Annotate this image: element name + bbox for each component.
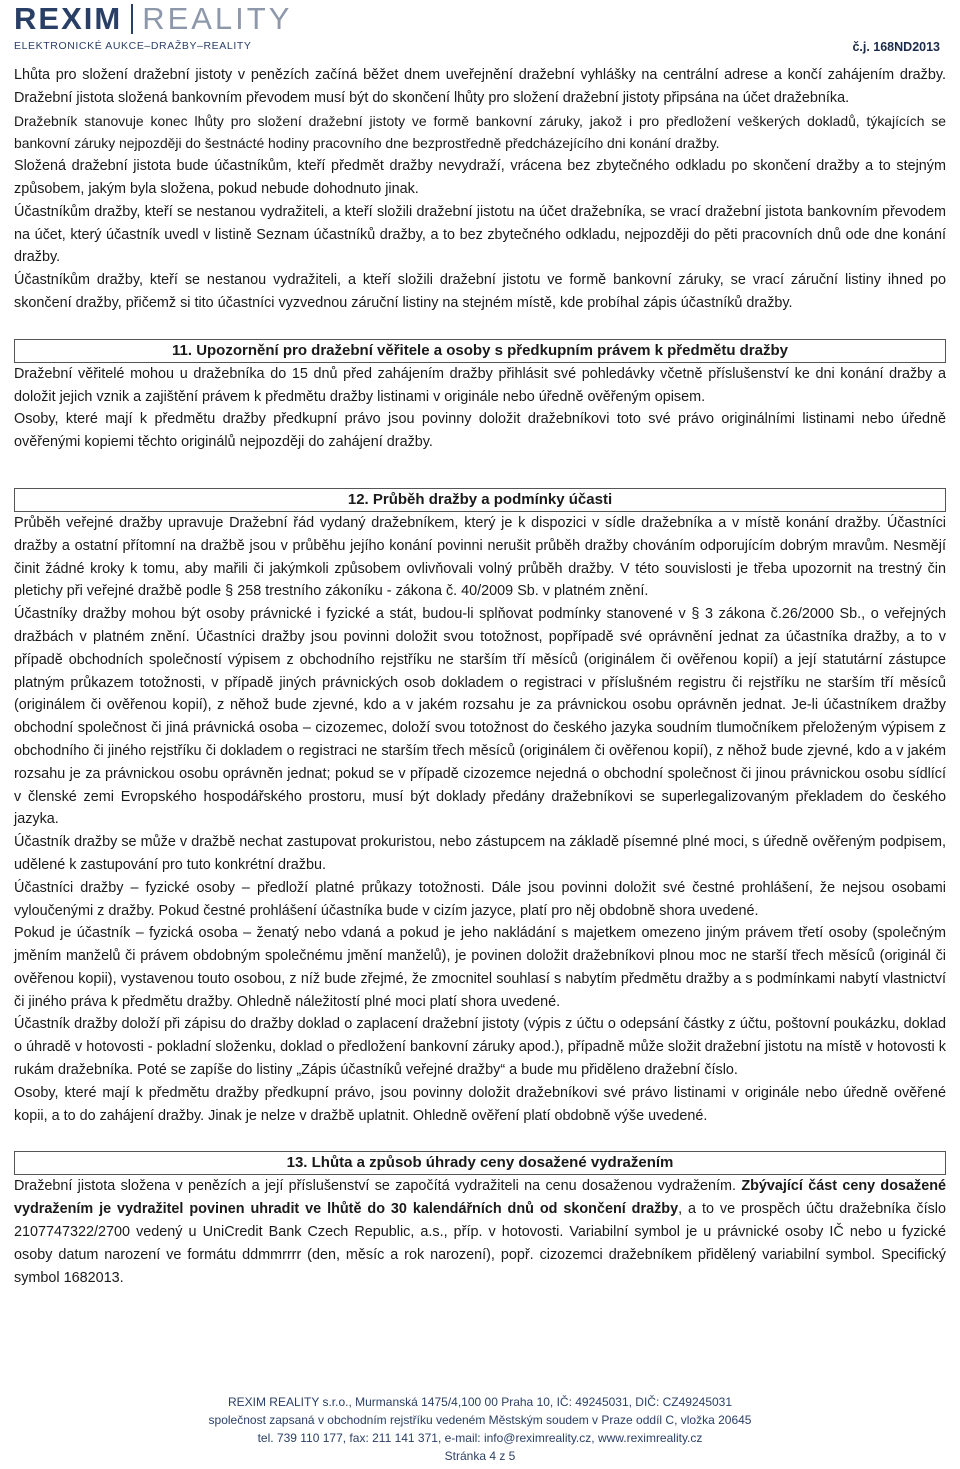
section-13-paragraph xyxy=(14,1175,946,1289)
section-11-paragraph: Dražební věřitelé mohou u dražebníka do 15 dnů před zahájením dražby přihlásit své pohledávky včetně příslušenství ke dni konání dražby a doložit jejich vznik a zajištění právem k předmětu dražby listinami v originále nebo úředně ověřeným opisem. xyxy=(14,365,946,405)
logo-word-reality: REALITY xyxy=(142,1,293,36)
section-13-bold-text: Zbývající část ceny dosažené vydražením je vydražitel povinen uhradit ve lhůtě do 30 kalendářních dnů od skončení dražby xyxy=(14,1178,946,1218)
page-header xyxy=(14,2,950,58)
reference-number: č.j. 168ND2013 xyxy=(852,40,940,54)
section-12-heading: 12. Průběh dražby a podmínky účasti xyxy=(14,488,946,512)
section-12-paragraph: Účastníci dražby – fyzické osoby – předloží platné průkazy totožnosti. Dále jsou povinni doložit své čestné prohlášení, že nejsou osobami vyloučenými z dražby. Pokud čestné prohlášení účastníka bude v cizím jazyce, platí pro něj obdobně shora uvedené. xyxy=(14,879,946,919)
logo-divider xyxy=(131,4,133,34)
company-logo xyxy=(14,2,292,36)
section-13-text-start: Dražební jistota složena v penězích a její příslušenství se započítá vydražiteli na cenu dosaženou vydražením. xyxy=(14,1178,742,1195)
intro-paragraph: Účastníkům dražby, kteří se nestanou vydražiteli, a kteří složili dražební jistotu na účet dražebníka, se vrací dražební jistota bankovním převodem na účet, který účastník uvedl v listině Seznam účastníků dražby, a to bez zbytečného odkladu, nejpozději do pěti pracovních dnů ode dne konání dražby. xyxy=(14,203,946,266)
intro-paragraph: Dražebník stanovuje konec lhůty pro složení dražební jistoty ve formě bankovní záruky, jakož i pro předložení veškerých dokladů, týkajících se bankovní záruky nejpozději do šestnácté hodiny pracovního dne bezprostředně předcházejícího dni konání dražby. xyxy=(14,112,946,152)
section-12-paragraph: Pokud je účastník – fyzická osoba – ženatý nebo vdaná a pokud je jeho nakládání s majetkem omezeno jiným právem třetí osoby (společným jměním manželů či právem obdobným společnému jmění manželů), je povinen doložit dražebníkovi plnou moc ne starší třech měsíců (originál či ověřenou kopii), vystavenou touto osobou, z níž bude zřejmé, že zmocnitel souhlasí s nabytím předmětu dražby a s podmínkami nabytí vlastnictví či jiného práva k předmětu dražby. Ohledně náležitostí plné moci platí shora uvedené. xyxy=(14,925,946,1010)
section-12-paragraph: Průběh veřejné dražby upravuje Dražební řád vydaný dražebníkem, který je k dispozici v sídle dražebníka a v místě konání dražby. Účastníci dražby a ostatní přítomní na dražbě jsou v průběhu jejího konání povinni nerušit průběh dražby chováním odporujícím dobrým mravům. Nesmějí činit žádné kroky k tomu, aby mařili či jakýmkoli způsobem ovlivňovali volný průběh dražby. V této souvislosti je třeba upozornit na trestný čin pletichy při veřejné dražbě podle § 258 trestního zákoníku - zákona č. 40/2009 Sb. v platném znění. xyxy=(14,514,946,600)
footer-contact-line: tel. 739 110 177, fax: 211 141 371, e-mail: info@reximreality.cz, www.reximreality.cz xyxy=(257,1431,703,1445)
document-body xyxy=(14,64,946,1289)
section-12-paragraph: Účastníky dražby mohou být osoby právnické i fyzické a stát, budou-li splňovat podmínky stanovené v § 3 zákona č.26/2000 Sb., o veřejných dražbách v platném znění. Účastníci dražby jsou povinni doložit svou totožnost, popřípadě své oprávnění jednat za účastníka dražby, a to v případě obchodních společností výpisem z obchodního rejstříku ne starším tří měsíců (originálem či ověřenou kopií) a její statutární zástupce platným průkazem totožnosti, v případě jiných právnických osob dokladem o registraci v příslušném registru či rejstříku ne starším tří měsíců (originálem či ověřenou kopií), z něhož bude zjevné, kdo a v jakém rozsahu je za právnickou osobu oprávněn jednat. Je-li účastníkem dražby obchodní společnost či jiná právnická osoba – cizozemec, doloží svou totožnost do českého jazyka soudním tlumočníkem přeloženým výpisem z obchodního či jiného rejstříku či dokladem o registraci ne starším třech měsíců (originálem či ověřenou kopií), z něhož bude zjevné, kdo a v jakém rozsahu je za právnickou osobu oprávněn jednat; pokud se v případě cizozemce nejedná o obchodní společnost či jinou právnickou osobu sídlící v členské zemi Evropského hospodářského prostoru, musí být doklady předány dražebníkovi se superlegalizovaným překladem do českého jazyka. xyxy=(14,606,946,828)
page-footer xyxy=(0,1393,960,1465)
section-13-heading: 13. Lhůta a způsob úhrady ceny dosažené vydražením xyxy=(14,1151,946,1175)
footer-company-line: REXIM REALITY s.r.o., Murmanská 1475/4,100 00 Praha 10, IČ: 49245031, DIČ: CZ49245031 xyxy=(227,1395,733,1409)
intro-paragraph: Složená dražební jistota bude účastníkům, kteří předmět dražby nevydraží, vrácena bez zbytečného odkladu po skončení dražby a to stejným způsobem, jakým byla složena, pokud nebude dohodnuto jinak. xyxy=(14,158,946,197)
logo-tagline: ELEKTRONICKÉ AUKCE–DRAŽBY–REALITY xyxy=(14,40,252,52)
intro-paragraph: Účastníkům dražby, kteří se nestanou vydražiteli, a kteří složili dražební jistotu ve formě bankovní záruky, se vrací záruční listiny ihned po skončení dražby, přičemž si tito účastníci vyzvednou záruční listiny na stejném místě, kde probíhal zápis účastníků dražby. xyxy=(14,272,946,311)
section-12-paragraph: Účastník dražby se může v dražbě nechat zastupovat prokuristou, nebo zástupcem na základě písemné plné moci, s úředně ověřeným podpisem, udělené k zastupování pro tuto konkrétní dražbu. xyxy=(14,834,946,873)
section-12-paragraph: Osoby, které mají k předmětu dražby předkupní právo, jsou povinny doložit dražebníkovi své právo listinami v originále nebo úředně ověřené kopii, a to do zahájení dražby. Jinak je nelze v dražbě uplatnit. Ohledně ověření platí obdobně výše uvedené. xyxy=(14,1084,946,1124)
section-11-paragraph: Osoby, které mají k předmětu dražby předkupní právo jsou povinny doložit dražebníkovi toto své právo originálními listinami nebo úředně ověřenými kopiemi těchto originálů nejpozději do zahájení dražby. xyxy=(14,411,946,451)
section-13-text-end: , a to ve prospěch účtu dražebníka číslo 2107747322/2700 vedený u UniCredit Bank Czech Republic, a.s., příp. v hotovosti. Variabilní symbol je u právnické osoby IČ nebo u fyzické osoby datum narození ve formátu ddmmrrrr (den, měsíc a rok narození), popř. cizozemci dražebníkem přidělený variabilní symbol. Specifický symbol 1682013. xyxy=(14,1201,946,1286)
section-12-paragraph: Účastník dražby doloží při zápisu do dražby doklad o zaplacení dražební jistoty (výpis z účtu o odepsání částky z účtu, poštovní poukázku, doklad o úhradě v hotovosti - pokladní složenku, doklad o předložení bankovní záruky apod.), případně může složit dražební jistotu na místě v hotovosti k rukám dražebníka. Poté se zapíše do listiny „Zápis účastníků veřejné dražby“ a bude mu přiděleno dražební číslo. xyxy=(14,1016,946,1079)
section-11-heading: 11. Upozornění pro dražební věřitele a osoby s předkupním právem k předmětu dražby xyxy=(14,339,946,363)
footer-registry-line: společnost zapsaná v obchodním rejstříku vedeném Městským soudem v Praze oddíl C, vložka 20645 xyxy=(208,1413,752,1427)
intro-paragraph: Lhůta pro složení dražební jistoty v penězích začíná běžet dnem uveřejnění dražební vyhlášky na centrální adrese a končí zahájením dražby. Dražební jistota složená bankovním převodem musí být do skončení lhůty pro složení dražební jistoty připsána na účet dražebníka. xyxy=(14,67,946,106)
logo-word-rexim: REXIM xyxy=(14,1,123,36)
page-number: Stránka 4 z 5 xyxy=(444,1449,516,1463)
